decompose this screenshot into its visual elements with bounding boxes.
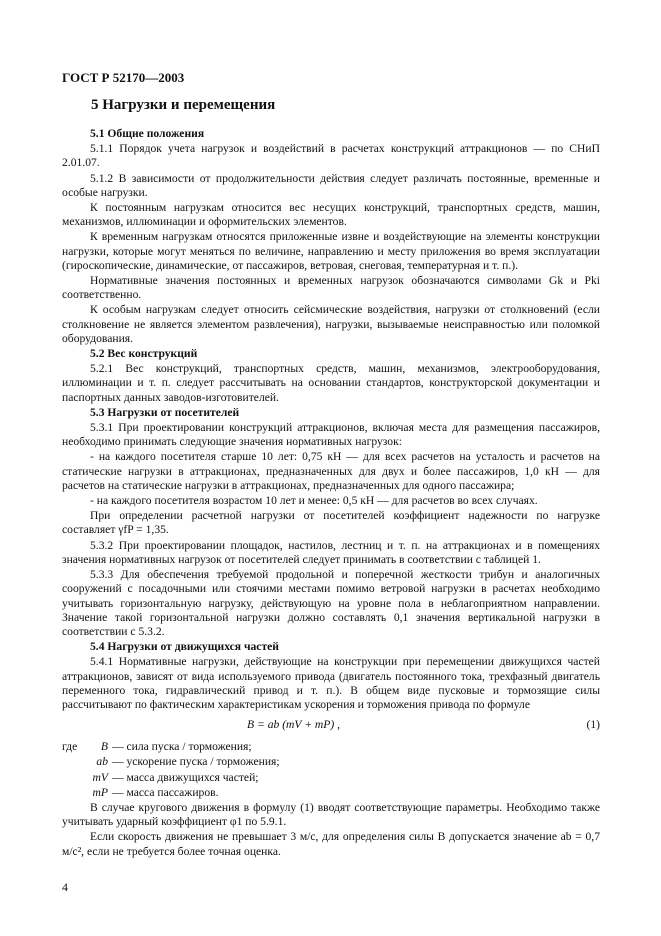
legend-symbol: B <box>100 740 108 754</box>
page-number: 4 <box>62 880 68 894</box>
paragraph: 5.3.1 При проектировании конструкций аттракционов, включая места для размещения пассажиров, необходимо принимать следующие значения нормативных нагрузок: <box>62 421 600 449</box>
subsection-heading: 5.3 Нагрузки от посетителей <box>90 405 240 419</box>
paragraph: 5.3.3 Для обеспечения требуемой продольной и поперечной жесткости трибун и аналогичных сооружений с посадочными или стоячими местами помимо ветровой нагрузки в расчетах необходимо учитывать горизонтальную нагрузку, действующую на уровне пола в неблагоприятном направлении. Значение такой горизонтальной нагрузки должно составлять 0,1 значения вертикальной нагрузки в соответствии с 5.3.2. <box>62 568 600 638</box>
paragraph: Нормативные значения постоянных и временных нагрузок обозначаются символами Gk и Pki соответственно. <box>62 274 600 302</box>
subsection-heading: 5.2 Вес конструкций <box>90 347 198 361</box>
legend-text: — сила пуска / торможения; <box>112 740 252 754</box>
legend-prefix: где <box>62 740 78 754</box>
paragraph: 5.4.1 Нормативные нагрузки, действующие на конструкции при перемещении движущихся частей аттракционов, зависят от вида используемого привода (двигатель постоянного тока, трехфазный двигатель переменного тока, гидравлический привод и т. п.). В общем виде пусковые и тормозящие силы рассчитывают по фактическим характеристикам ускорения и торможения привода по формуле <box>62 655 600 711</box>
paragraph: - на каждого посетителя старше 10 лет: 0,75 кН — для всех расчетов на усталость и расчетов на статические нагрузки в аттракционах, предназначенных для двух и более пассажиров, 1,0 кН — для расчетов на статические нагрузки в аттракционах, предназначенных для одного пассажира; <box>62 450 600 492</box>
main-content <box>62 127 600 860</box>
legend-symbol: ab <box>96 755 108 769</box>
legend-text: — масса движущихся частей; <box>112 770 259 784</box>
standard-header: ГОСТ Р 52170—2003 <box>62 70 185 85</box>
paragraph: К постоянным нагрузкам относится вес несущих конструкций, транспортных средств, машин, механизмов, иллюминации и оформительских элементов. <box>62 201 600 229</box>
paragraphs <box>62 127 600 712</box>
formula: B = ab (mV + mP) , <box>247 718 341 732</box>
legend-row <box>62 755 600 769</box>
paragraph: К временным нагрузкам относятся приложенные извне и воздействующие на элементы конструкции нагрузки, которые могут меняться по величине, направлению и месту приложения во время эксплуатации (гироскопические, динамические, от пассажиров, ветровая, снеговая, температурная и т. п.). <box>62 230 600 272</box>
paragraph: 5.1.2 В зависимости от продолжительности действия следует различать постоянные, временные и особые нагрузки. <box>62 171 600 199</box>
paragraph: 5.1.1 Порядок учета нагрузок и воздействий в расчетах конструкций аттракционов — по СНиП 2.01.07. <box>62 142 600 170</box>
legend-symbol: mP <box>92 785 108 799</box>
paragraph: При определении расчетной нагрузки от посетителей коэффициент надежности по нагрузке составляет γfP = 1,35. <box>62 509 600 537</box>
section-title: 5 Нагрузки и перемещения <box>91 97 276 113</box>
formula-number: (1) <box>586 718 600 732</box>
paragraph: В случае кругового движения в формулу (1) вводят соответствующие параметры. Необходимо также учитывать ударный коэффициент φ1 по 5.9.1. <box>62 800 600 829</box>
legend-text: — ускорение пуска / торможения; <box>112 755 280 769</box>
formula-legend <box>62 740 600 800</box>
paragraph: 5.3.2 При проектировании площадок, настилов, лестниц и т. п. на аттракционах и в помещениях значения нормативных нагрузок от посетителей следует принимать в соответствии с таблицей 1. <box>62 538 600 566</box>
paragraphs-after <box>62 801 600 859</box>
paragraph: 5.2.1 Вес конструкций, транспортных средств, машин, механизмов, электрооборудования, иллюминации и т. п. следует рассчитывать на основании стандартов, конструкторской документации и паспортных данных заводов-изготовителей. <box>62 362 600 404</box>
legend-symbol: mV <box>92 770 108 784</box>
subsection-heading: 5.1 Общие положения <box>90 127 205 140</box>
legend-row <box>62 786 600 800</box>
paragraph: - на каждого посетителя возрастом 10 лет и менее: 0,5 кН — для расчетов во всех случаях. <box>90 494 538 508</box>
formula-block <box>62 716 600 736</box>
legend-row <box>62 740 600 754</box>
legend-row <box>62 771 600 785</box>
legend-text: — масса пассажиров. <box>112 785 219 799</box>
subsection-heading: 5.4 Нагрузки от движущихся частей <box>90 640 279 654</box>
paragraph: Если скорость движения не превышает 3 м/с, для определения силы B допускается значение ab = 0,7 м/с², если не требуется более точная оценка. <box>62 830 600 858</box>
paragraph: К особым нагрузкам следует относить сейсмические воздействия, нагрузки от столкновений (если столкновение не является элементом развлечения), нагрузки, вызываемые неисправностью или поломкой оборудования. <box>62 303 600 345</box>
